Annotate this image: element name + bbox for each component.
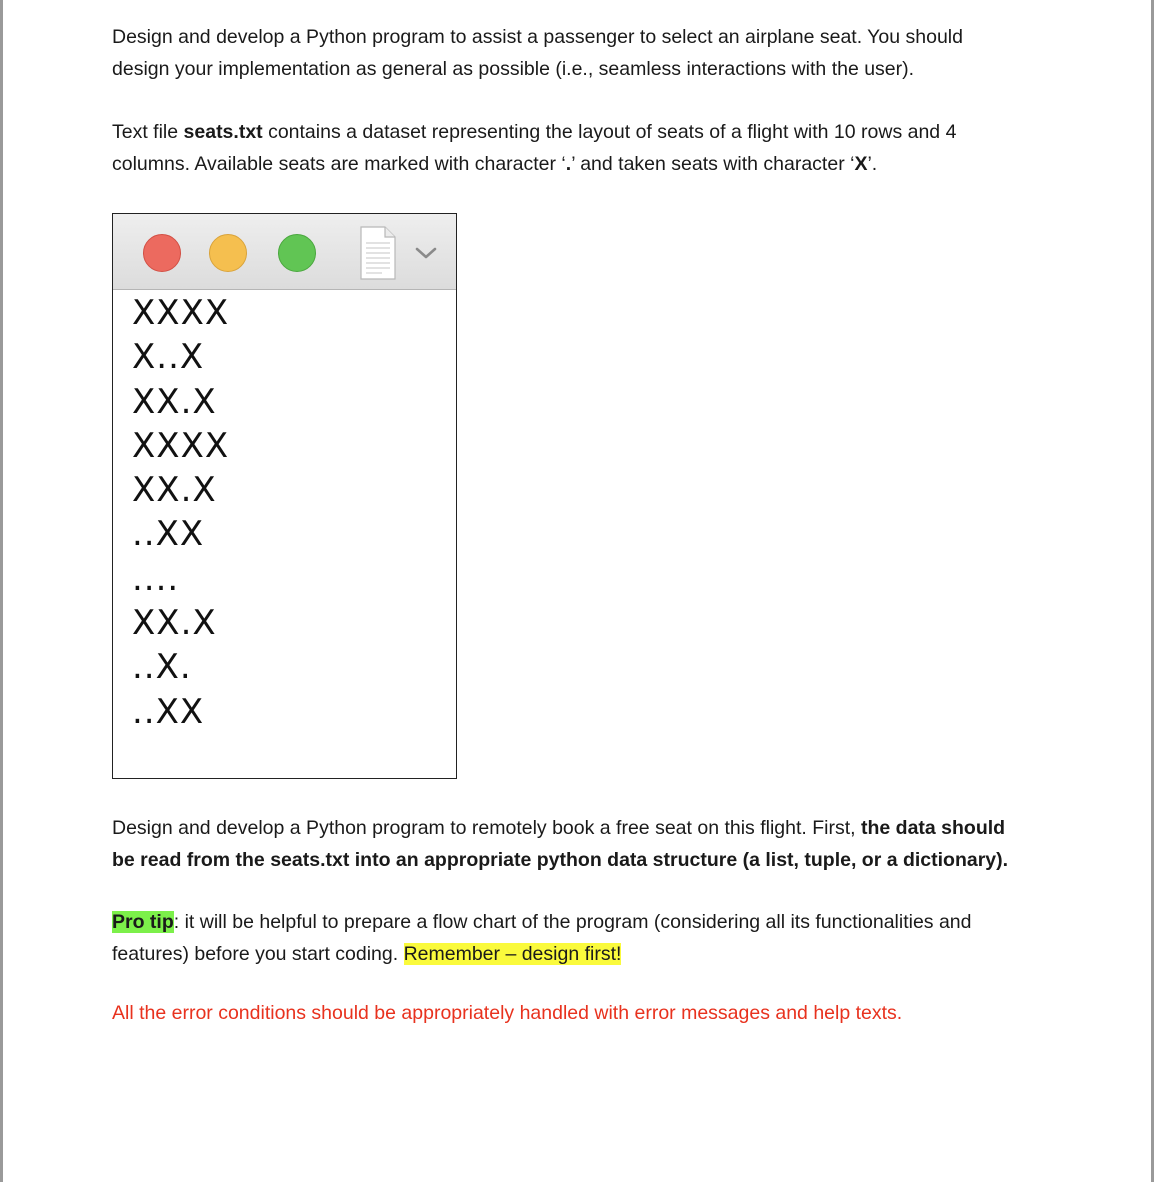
seat-row: ..X.: [132, 647, 192, 688]
text-editor-window: [112, 213, 457, 779]
seat-row: X..X: [132, 337, 205, 378]
task-paragraph: [112, 813, 1112, 876]
pro-tip-text-b: features) before you start coding.: [112, 942, 404, 965]
seat-layout-text[interactable]: [132, 291, 229, 734]
zoom-dot[interactable]: [278, 234, 316, 272]
pro-tip-paragraph: [112, 907, 1112, 970]
pro-tip-text-a: : it will be helpful to prepare a flow chart of the program (considering all its functionalities and: [173, 911, 972, 933]
dataset-x-char: X: [854, 152, 868, 175]
dataset-text-d: ’ and taken seats with character ‘: [571, 152, 855, 175]
seat-row: XX.X: [132, 381, 217, 422]
pro-tip-label: Pro tip: [112, 911, 174, 933]
dataset-text-a: Text file: [112, 121, 184, 143]
intro-line-1: Design and develop a Python program to assist a passenger to select an airplane seat. You should: [112, 26, 963, 48]
seat-row: XXXX: [132, 293, 230, 333]
dataset-text-b: contains a dataset representing the layout of seats of a flight with 10 rows and 4: [262, 121, 957, 143]
dataset-filename: seats.txt: [183, 121, 263, 143]
intro-line-2: design your implementation as general as possible (i.e., seamless interactions with the user).: [112, 57, 915, 80]
dataset-text-e: ’.: [867, 152, 878, 175]
chevron-down-icon[interactable]: [414, 245, 438, 261]
dataset-text-c: columns. Available seats are marked with character ‘: [112, 152, 566, 175]
seat-row: ..XX: [132, 691, 205, 732]
page-border-left: [0, 0, 3, 1182]
pro-tip-highlight: Remember – design first!: [403, 942, 622, 965]
intro-paragraph: [112, 22, 1112, 85]
error-note: All the error conditions should be appropriately handled with error messages and help texts.: [112, 1002, 903, 1024]
task-bold-b: be read from the seats.txt into an appropriate python data structure (a list, tuple, or a dictionary).: [112, 848, 1009, 871]
seat-row: XX.X: [132, 603, 217, 644]
close-dot[interactable]: [143, 234, 181, 272]
seat-row: ..XX: [132, 514, 205, 555]
seat-row: XX.X: [132, 470, 217, 511]
seat-row: ....: [132, 558, 180, 599]
dataset-paragraph: [112, 117, 1112, 180]
dataset-dot-char: .: [565, 152, 572, 175]
task-text-a: Design and develop a Python program to remotely book a free seat on this flight. First,: [112, 817, 861, 839]
task-bold-a: the data should: [860, 817, 1006, 839]
document-icon[interactable]: [347, 225, 405, 281]
seat-row: XXXX: [132, 425, 230, 466]
minimize-dot[interactable]: [209, 234, 247, 272]
window-titlebar[interactable]: [113, 214, 456, 290]
